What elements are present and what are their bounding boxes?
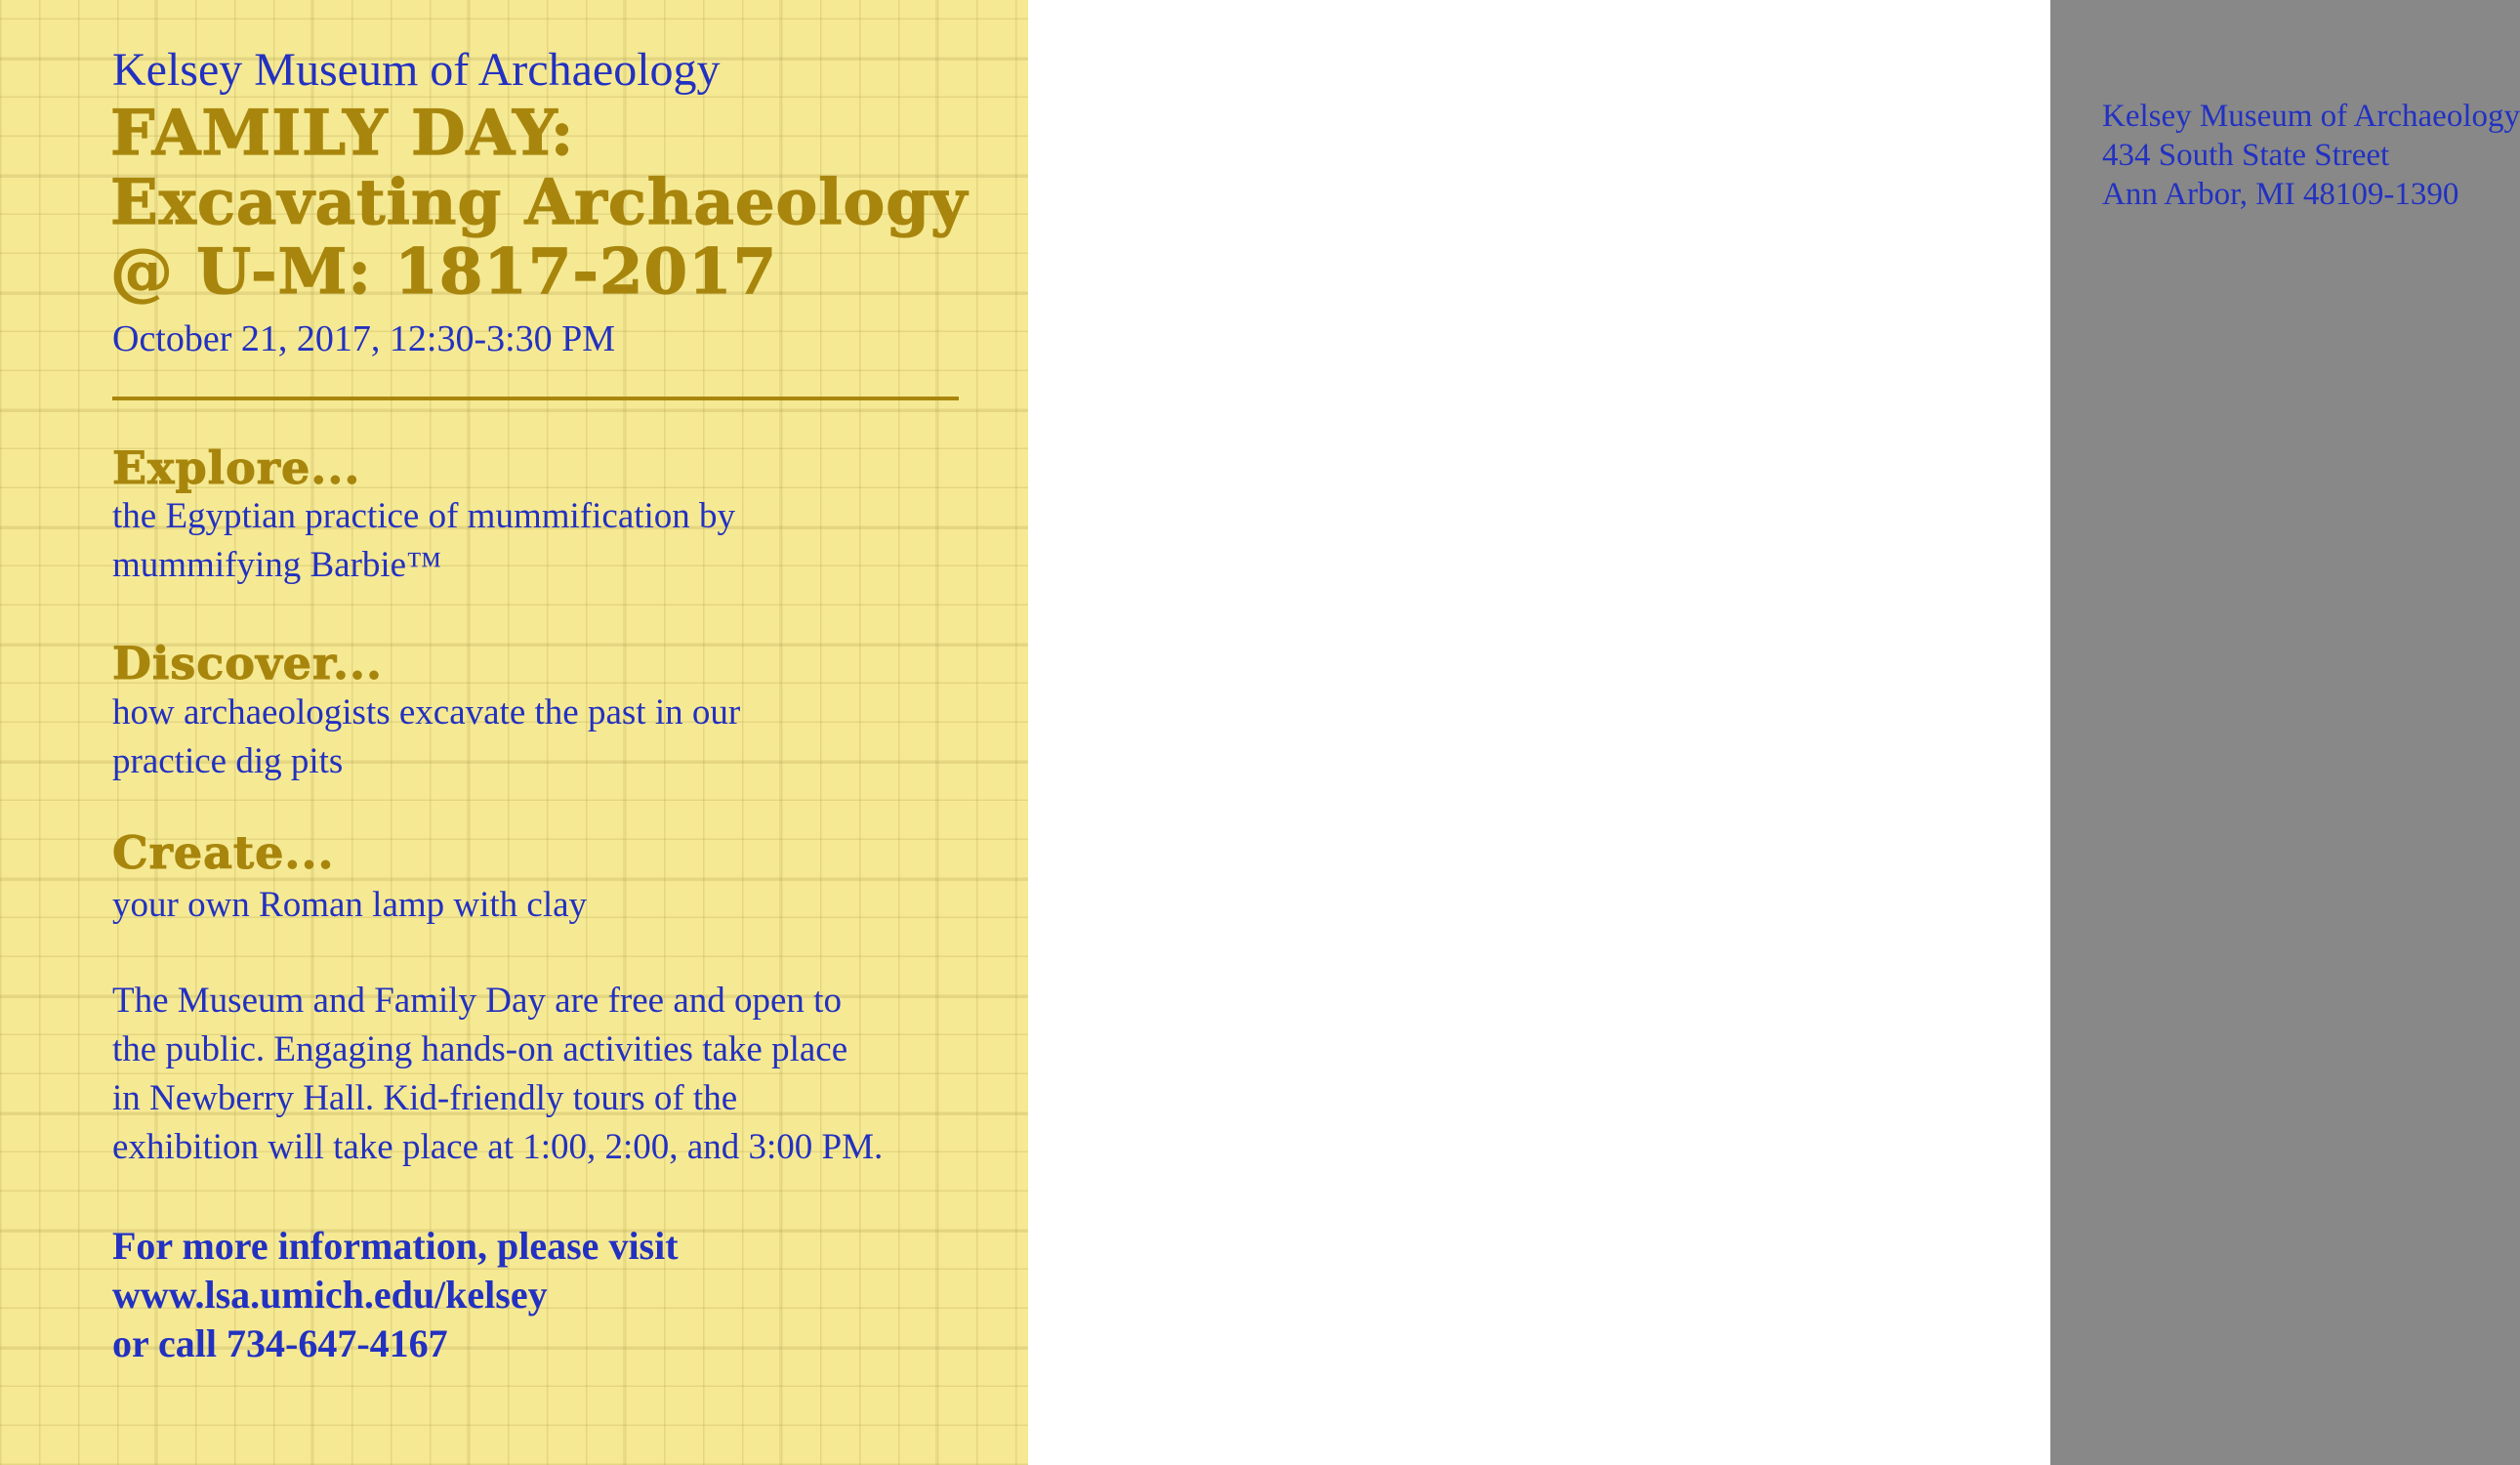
section-body-explore-line-1: the Egyptian practice of mummification by (112, 496, 736, 536)
details-line-4: exhibition will take place at 1:00, 2:00, and 3:00 PM. (112, 1127, 884, 1167)
event-title-line-3: @ U-M: 1817-2017 (110, 235, 778, 309)
address-street: 434 South State Street (2102, 138, 2390, 173)
event-title-line-2: Excavating Archaeology (110, 166, 969, 239)
contact-info-block (112, 1222, 679, 1368)
event-title (110, 99, 968, 307)
museum-name-heading: Kelsey Museum of Archaeology (112, 44, 721, 96)
contact-phone-line: or call 734-647-4167 (112, 1321, 448, 1365)
section-body-discover (112, 689, 740, 786)
contact-intro-line: For more information, please visit (112, 1224, 679, 1268)
return-address-block (2102, 97, 2520, 214)
gold-divider-rule (112, 397, 959, 400)
section-body-discover-line-2: practice dig pits (112, 741, 344, 781)
event-datetime: October 21, 2017, 12:30-3:30 PM (112, 318, 616, 359)
address-city-state-zip: Ann Arbor, MI 48109-1390 (2102, 177, 2459, 212)
flyer-yellow-panel (0, 0, 1028, 1465)
section-body-explore-line-2: mummifying Barbie™ (112, 545, 442, 585)
section-body-create-line-1: your own Roman lamp with clay (112, 885, 588, 925)
section-body-discover-line-1: how archaeologists excavate the past in our (112, 692, 741, 732)
details-line-3: in Newberry Hall. Kid-friendly tours of the (112, 1078, 738, 1118)
section-heading-discover: Discover... (112, 637, 384, 690)
section-heading-create: Create... (112, 826, 335, 879)
section-heading-explore: Explore... (112, 441, 361, 494)
event-title-line-1: FAMILY DAY: (110, 97, 575, 170)
section-body-explore (112, 492, 735, 590)
details-line-1: The Museum and Family Day are free and open to (112, 981, 842, 1021)
address-museum-name: Kelsey Museum of Archaeology (2102, 99, 2520, 134)
flyer-white-panel (1028, 0, 2520, 1465)
contact-website-url: www.lsa.umich.edu/kelsey (112, 1273, 548, 1317)
details-line-2: the public. Engaging hands-on activities take place (112, 1029, 848, 1069)
section-body-create (112, 881, 587, 930)
event-details-paragraph (112, 977, 883, 1172)
